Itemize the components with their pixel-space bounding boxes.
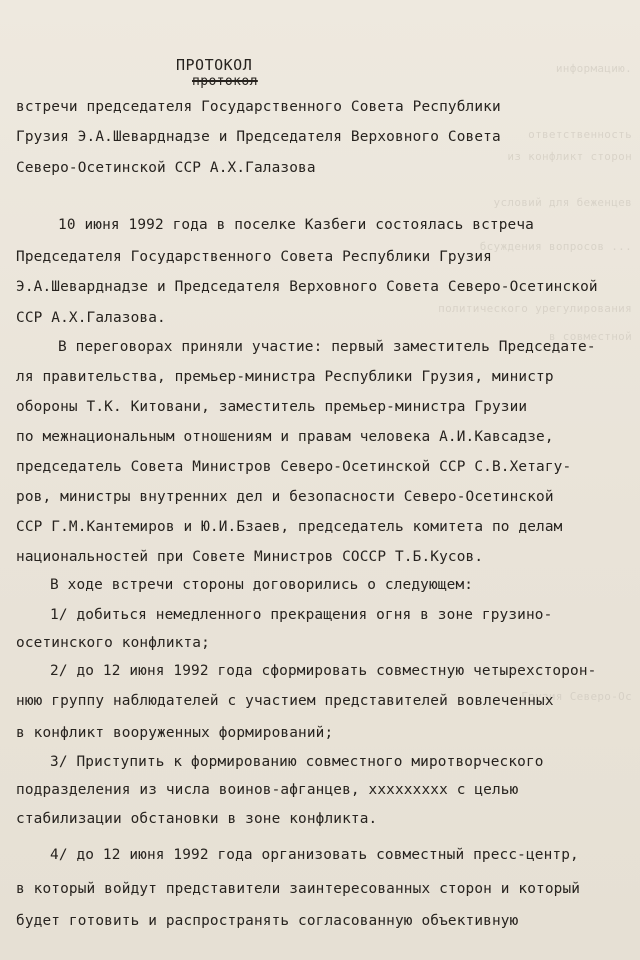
list-item-line: 2/ до 12 июня 1992 года сформировать совместную четырехсторон- bbox=[50, 663, 597, 679]
list-item-line: стабилизации обстановки в зоне конфликта. bbox=[16, 811, 378, 827]
paragraph-line: ля правительства, премьер-министра Республики Грузия, министр bbox=[16, 369, 554, 385]
paragraph-line: 10 июня 1992 года в поселке Казбеги состоялась встреча bbox=[58, 217, 534, 233]
heading-line: встречи председателя Государственного Совета Республики bbox=[16, 99, 501, 115]
paragraph-line: по межнациональным отношениям и правам человека А.И.Кавсадзе, bbox=[16, 429, 554, 445]
bleed-through-text: политического урегулирования bbox=[438, 302, 632, 315]
list-item-line: 1/ добиться немедленного прекращения огня в зоне грузино- bbox=[50, 607, 553, 623]
paragraph-line: В ходе встречи стороны договорились о следующем: bbox=[50, 577, 474, 593]
struck-out-title: протокол bbox=[192, 74, 258, 89]
list-item-line: осетинского конфликта; bbox=[16, 635, 210, 651]
heading-line: Грузия Э.А.Шеварднадзе и Председателя Верховного Совета bbox=[16, 129, 501, 145]
heading-line: Северо-Осетинской ССР А.Х.Галазова bbox=[16, 160, 316, 176]
list-item-line: 3/ Приступить к формированию совместного миротворческого bbox=[50, 754, 544, 770]
paragraph-line: национальностей при Совете Министров СОССР Т.Б.Кусов. bbox=[16, 549, 484, 565]
bleed-through-text: условий для беженцев bbox=[493, 196, 632, 209]
paragraph-line: ССР А.Х.Галазова. bbox=[16, 310, 166, 326]
bleed-through-text: ответственность bbox=[528, 128, 632, 141]
paragraph-line: ров, министры внутренних дел и безопасности Северо-Осетинской bbox=[16, 489, 554, 505]
document-title: ПРОТОКОЛ bbox=[176, 56, 253, 74]
bleed-through-text: в совместной bbox=[548, 330, 632, 343]
list-item-line: нюю группу наблюдателей с участием представителей вовлеченных bbox=[16, 693, 554, 709]
list-item-line: в конфликт вооруженных формирований; bbox=[16, 725, 334, 741]
bleed-through-text: бсуждения вопросов ... bbox=[479, 240, 632, 253]
paragraph-line: Э.А.Шеварднадзе и Председателя Верховного Совета Северо-Осетинской bbox=[16, 279, 598, 295]
list-item-line: будет готовить и распространять согласованную объективную bbox=[16, 913, 519, 929]
paragraph-line: ССР Г.М.Кантемиров и Ю.И.Бзаев, председатель комитета по делам bbox=[16, 519, 563, 535]
paragraph-line: обороны Т.К. Китовани, заместитель премьер-министра Грузии bbox=[16, 399, 528, 415]
paragraph-line: В переговорах приняли участие: первый заместитель Председате- bbox=[58, 339, 596, 355]
bleed-through-text: информацию. bbox=[555, 62, 632, 75]
paragraph-line: председатель Совета Министров Северо-Осетинской ССР С.В.Хетагу- bbox=[16, 459, 572, 475]
bleed-through-text: Грузия Северо-Ос bbox=[521, 690, 632, 703]
paragraph-line: Председателя Государственного Совета Республики Грузия bbox=[16, 249, 492, 265]
list-item-line: подразделения из числа воинов-афганцев, ххххххххх с целью bbox=[16, 782, 519, 798]
bleed-through-text: из конфликт сторон bbox=[507, 150, 632, 163]
list-item-line: 4/ до 12 июня 1992 года организовать совместный пресс-центр, bbox=[50, 847, 579, 863]
list-item-line: в который войдут представители заинтересованных сторон и который bbox=[16, 881, 581, 897]
